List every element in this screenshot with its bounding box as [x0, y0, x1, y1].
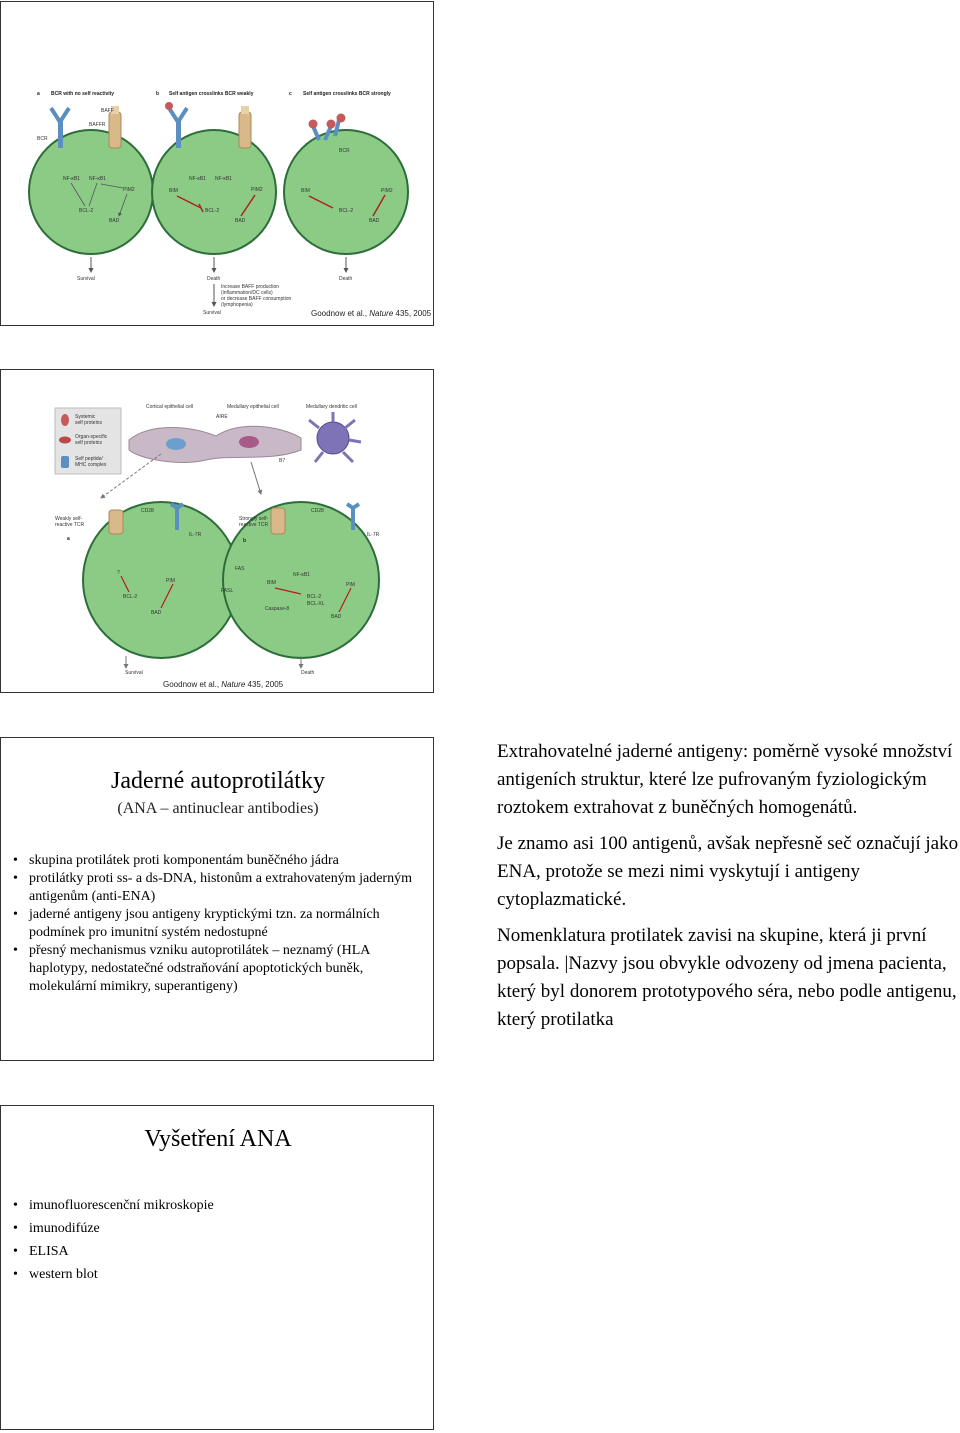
- figure-credit: [311, 309, 431, 318]
- bad-label: BAD: [331, 614, 342, 620]
- slide-title: Vyšetření ANA: [144, 1126, 292, 1152]
- credit-authors: Goodnow et al.,: [163, 680, 222, 689]
- list-item: • imunodifúze: [13, 1217, 423, 1240]
- il7r-label: IL-7R: [189, 532, 202, 538]
- credit-ref: 435, 2005: [393, 309, 432, 318]
- list-item: • imunofluorescenční mikroskopie: [13, 1194, 423, 1217]
- increase-baff-label: (lymphopenia): [221, 302, 253, 308]
- bclxl-label: BCL-XL: [307, 601, 325, 607]
- bcr-label: BCR: [37, 136, 48, 142]
- survival-label: Survival: [203, 310, 221, 316]
- systemic-protein-icon: [61, 414, 69, 426]
- panel-c-title: Self antigen crosslinks BCR strongly: [303, 91, 391, 97]
- weak-tcr-label: Weakly self-: [55, 516, 83, 522]
- note-paragraph: Nomenklatura protilatek zavisi na skupine, která ji první popsala. |Nazvy jsou obvykle odvozeny od jmena pacienta, který byl donorem prototypového séra, nebo podle antigenu, který protilatka: [497, 925, 957, 1030]
- note-paragraph: Extrahovatelné jaderné antigeny: poměrně vysoké množství antigeních struktur, které lze pufrovaným fyziologickým roztokem extrahovat z buněčných homogenátů.: [497, 741, 953, 818]
- legend-label: Organ-specific: [75, 434, 108, 440]
- epithelial-cells: [129, 426, 301, 462]
- slide-bcell-signaling: [0, 1, 434, 326]
- bad-label: BAD: [151, 610, 162, 616]
- nfkb1-label: NF-κB1: [215, 176, 232, 182]
- survival-label: Survival: [125, 670, 143, 676]
- nucleus: [239, 436, 259, 448]
- weak-tcr-label: reactive TCR: [55, 522, 85, 528]
- caspase8-label: Caspase-8: [265, 606, 290, 612]
- bim-label: BIM: [301, 188, 310, 194]
- panel-b-letter: b: [243, 538, 247, 544]
- list-item: • skupina protilátek proti komponentám buněčného jádra: [13, 852, 423, 870]
- bcl2-label: BCL-2: [205, 208, 220, 214]
- bim-label: BIM: [267, 580, 276, 586]
- cd28-label: CD28: [311, 508, 324, 514]
- pim2-label: PIM2: [123, 187, 135, 193]
- dendritic-cell-label: Medullary dendritic cell: [306, 404, 357, 410]
- death-label: Death: [207, 276, 221, 282]
- slide-subtitle: (ANA – antinuclear antibodies): [117, 800, 319, 817]
- panel-c-letter: c: [289, 91, 292, 97]
- cd28-label: CD28: [141, 508, 154, 514]
- pim2-label: PIM2: [251, 187, 263, 193]
- unknown-label: ?: [117, 570, 120, 576]
- bcl2-label: BCL-2: [123, 594, 138, 600]
- credit-journal: Nature: [221, 680, 246, 689]
- bcl2-label: BCL-2: [339, 208, 354, 214]
- credit-authors: Goodnow et al.,: [311, 309, 370, 318]
- credit-journal: Nature: [369, 309, 394, 318]
- fasl-label: FASL: [221, 588, 234, 594]
- nucleus: [166, 438, 186, 450]
- bim-label: BIM: [169, 188, 178, 194]
- list-item: • ELISA: [13, 1240, 423, 1263]
- cortical-cell-label: Cortical epithelial cell: [146, 404, 193, 410]
- nfkb1-label: NF-κB1: [189, 176, 206, 182]
- nfkb1-label: NF-κB1: [89, 176, 106, 182]
- bcl2-label: BCL-2: [307, 594, 322, 600]
- death-label: Death: [301, 670, 315, 676]
- pim-label: PIM: [166, 578, 175, 584]
- bullet-list: [13, 852, 423, 996]
- list-item: • western blot: [13, 1263, 423, 1286]
- baffr-label: BAFFR: [89, 122, 106, 128]
- survival-label: Survival: [77, 276, 95, 282]
- aire-label: AIRE: [216, 414, 228, 420]
- il7r-label: IL-7R: [367, 532, 380, 538]
- increase-baff-label: (inflammation/DC cells): [221, 290, 273, 296]
- mhc-complex-icon: [61, 456, 69, 468]
- bad-label: BAD: [109, 218, 120, 224]
- credit-ref: 435, 2005: [245, 680, 284, 689]
- bad-label: BAD: [235, 218, 246, 224]
- slide-title: Jaderné autoprotilátky: [111, 768, 325, 794]
- strong-tcr-label: Strongly self-: [239, 516, 269, 522]
- slide-notes: [497, 738, 960, 1042]
- t-cell-weak: [83, 502, 239, 658]
- pim2-label: PIM2: [381, 188, 393, 194]
- increase-baff-label: Increase BAFF production: [221, 284, 280, 290]
- legend-label: Self peptide/: [75, 456, 103, 462]
- note-paragraph: Je znamo asi 100 antigenů, avšak nepřesně seč označují jako ENA, protože se mezi nimi vyskytují i antigeny cytoplazmatické.: [497, 833, 959, 910]
- nfkb1-label: NF-κB1: [293, 572, 310, 578]
- slide-ana-intro: [0, 737, 434, 1061]
- bcr-label: BCR: [339, 148, 350, 154]
- legend-label: Systemic: [75, 414, 96, 420]
- slide-thymus-selection: [0, 369, 434, 693]
- medullary-cell-label: Medullary epithelial cell: [227, 404, 279, 410]
- bullet-list: [13, 1194, 423, 1286]
- fas-label: FAS: [235, 566, 245, 572]
- slide-ana-testing: [0, 1105, 434, 1430]
- panel-b-letter: b: [156, 91, 160, 97]
- legend-label: self proteins: [75, 420, 102, 426]
- organ-protein-icon: [59, 437, 71, 444]
- list-item: • protilátky proti ss- a ds-DNA, histonům a extrahovateným jaderným antigenům (anti-ENA): [13, 870, 423, 906]
- bad-label: BAD: [369, 218, 380, 224]
- thymus-selection-figure: [1, 370, 434, 693]
- bcl2-label: BCL-2: [79, 208, 94, 214]
- strong-tcr-label: reactive TCR: [239, 522, 269, 528]
- increase-baff-label: or decrease BAFF consumption: [221, 296, 292, 302]
- list-item: • jaderné antigeny jsou antigeny kryptickými tzn. za normálních podmínek pro imunitní systém nedostupné: [13, 906, 423, 942]
- bcell-signaling-figure: [1, 2, 434, 326]
- baff-receptor-icon: [239, 106, 251, 148]
- b7-label: B7: [279, 458, 286, 464]
- baff-label: BAFF: [101, 108, 114, 114]
- figure-credit: [163, 680, 283, 689]
- panel-a-title: BCR with no self reactivity: [51, 91, 115, 97]
- panel-a-letter: a: [67, 536, 70, 542]
- legend-label: self proteins: [75, 440, 102, 446]
- panel-a-letter: a: [37, 91, 40, 97]
- panel-b-title: Self antigen crosslinks BCR weakly: [169, 91, 254, 97]
- pim-label: PIM: [346, 582, 355, 588]
- list-item: • přesný mechanismus vzniku autoprotilátek – neznamý (HLA haplotypy, nedostatečné odstraňování apoptotických buněk, molekulární mimikry, superantigeny): [13, 942, 423, 996]
- death-label: Death: [339, 276, 353, 282]
- legend-label: MHC complex: [75, 462, 107, 468]
- nfkb1-label: NF-κB1: [63, 176, 80, 182]
